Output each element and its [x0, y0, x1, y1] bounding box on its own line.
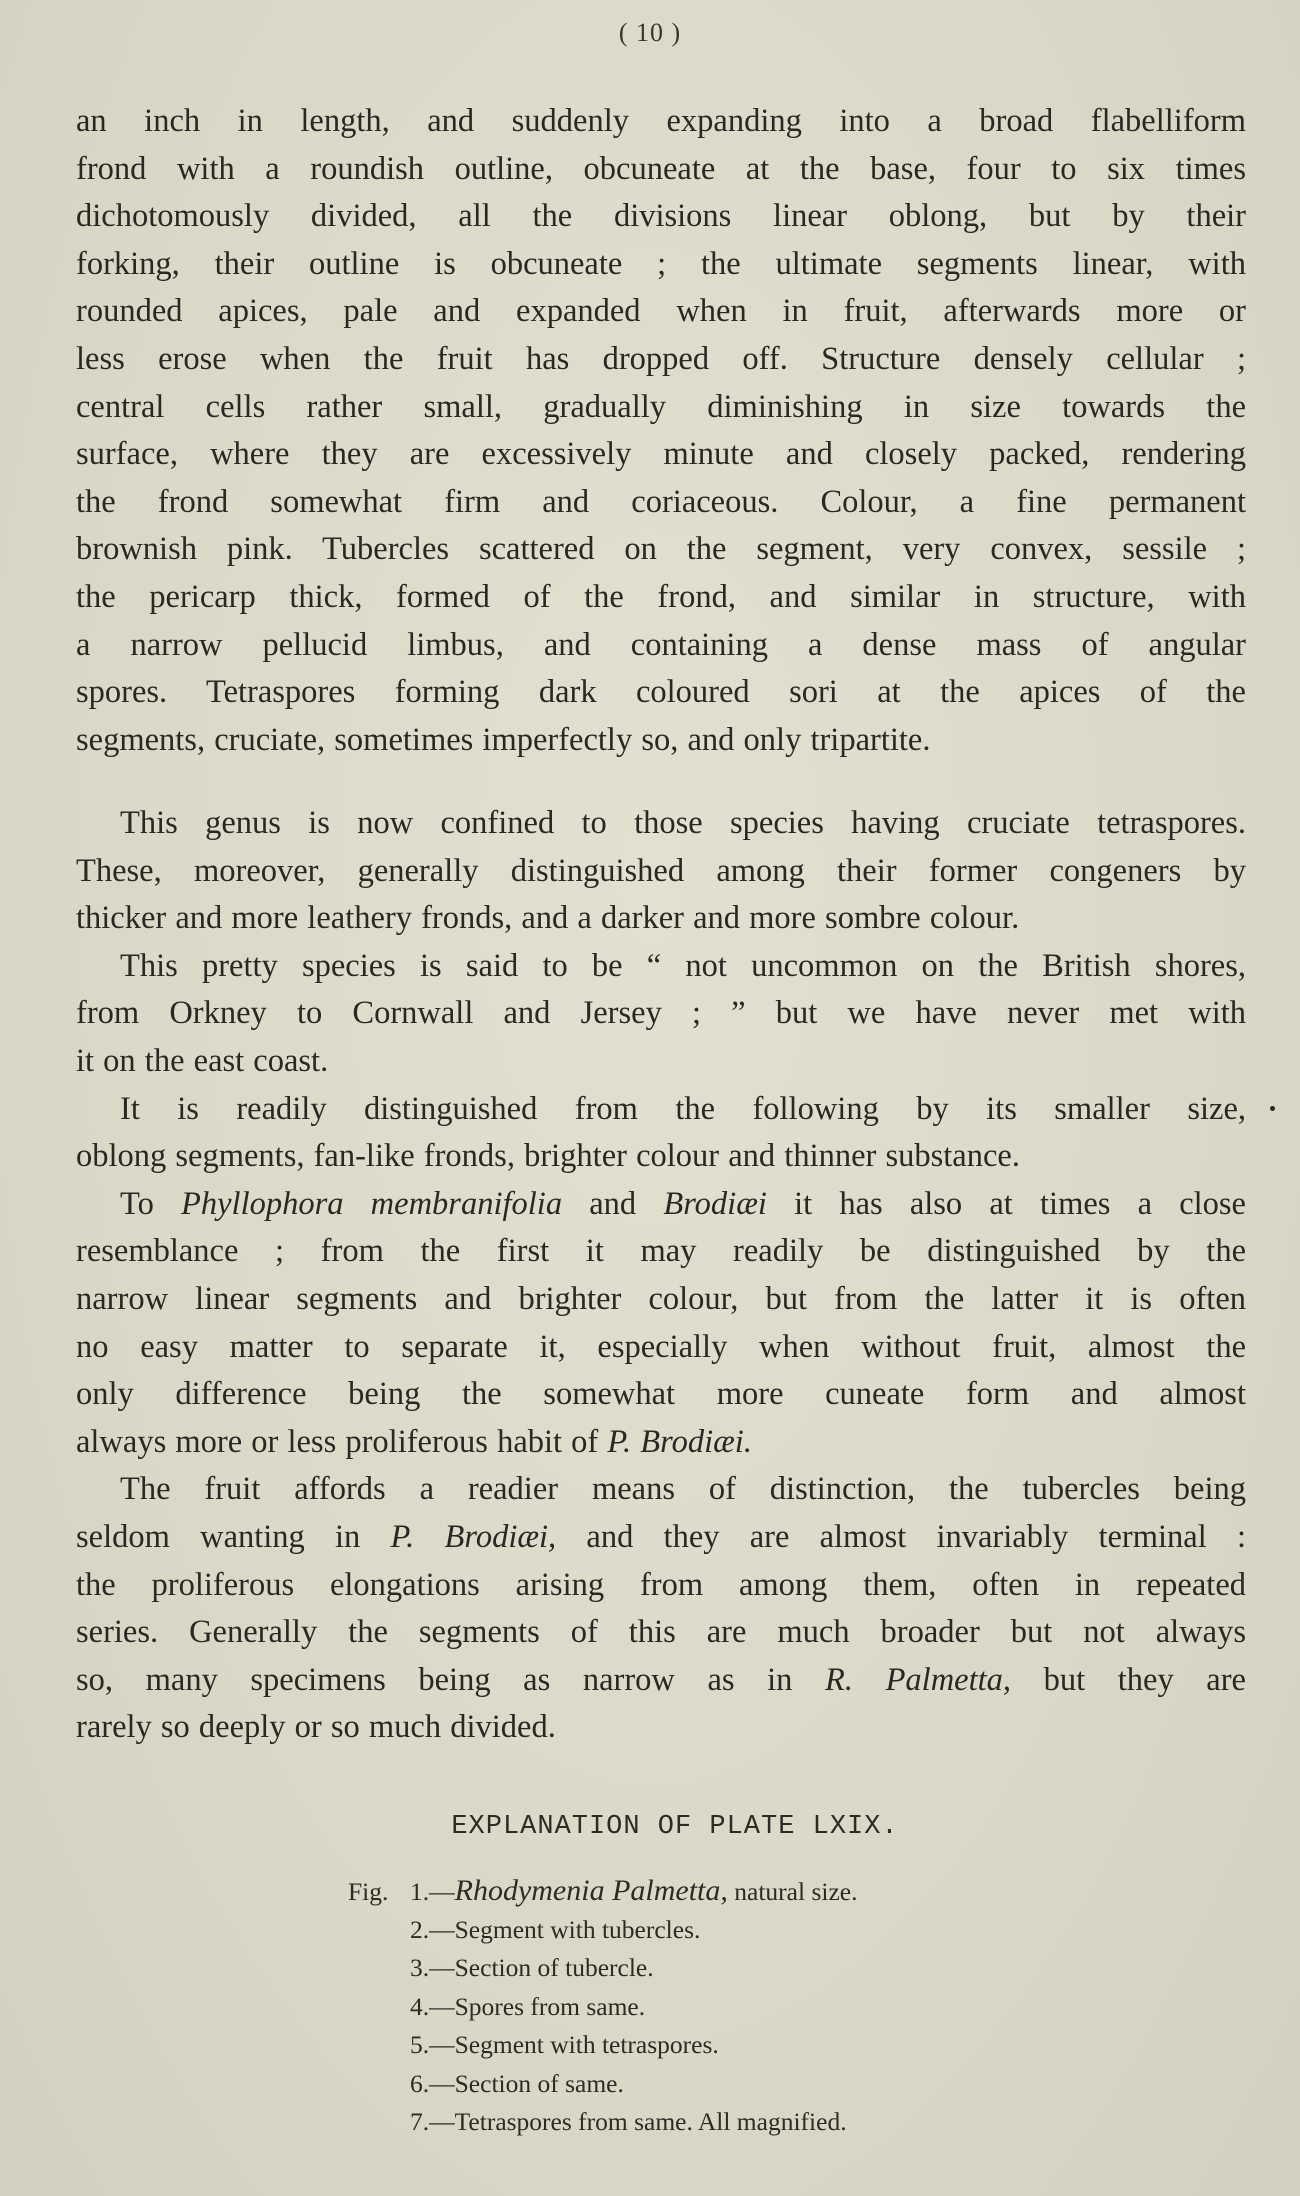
page-number: ( 10 )	[618, 18, 682, 47]
text-line: This genus is now confined to those species having cruciate tetraspores.	[120, 805, 1246, 841]
text-line: the frond somewhat firm and coriaceous. Colour, a fine permanent	[76, 483, 1246, 520]
text-line: a narrow pellucid limbus, and containing a dense mass of angular	[76, 626, 1246, 663]
text-line: It is readily distinguished from the following by its smaller size,	[120, 1090, 1246, 1127]
species-name: Brodiæi	[663, 1185, 767, 1222]
text-line: an inch in length, and suddenly expanding into a broad flabelliform	[76, 103, 1246, 139]
text-line: rarely so deeply or so much divided.	[76, 1709, 556, 1746]
figure-caption: 3.—Section of tubercle.	[410, 1953, 654, 1982]
text-line: The fruit affords a readier means of distinction, the tubercles being	[120, 1471, 1246, 1508]
text-line	[76, 1419, 1246, 1467]
text-line	[76, 1514, 1246, 1562]
species-name: Phyllophora membranifolia	[181, 1185, 563, 1222]
text-line: series. Generally the segments of this are much broader but not always	[76, 1614, 1246, 1651]
figure-list	[348, 1872, 857, 2142]
figure-caption: 2.—Segment with tubercles.	[410, 1914, 701, 1944]
plate-explanation-title: EXPLANATION OF PLATE LXIX.	[451, 1812, 899, 1842]
text-line	[76, 1657, 1246, 1705]
text-line: central cells rather small, gradually diminishing in size towards the	[76, 388, 1246, 425]
text-line	[76, 1181, 1246, 1229]
text-line: resemblance ; from the first it may readily be distinguished by the	[76, 1233, 1246, 1270]
text-line: These, moreover, generally distinguished among their former congeners by	[76, 852, 1246, 889]
species-name: Rhodymenia Palmetta,	[454, 1874, 728, 1907]
text-line: brownish pink. Tubercles scattered on the segment, very convex, sessile ;	[76, 531, 1246, 568]
text-span: To	[120, 1185, 182, 1222]
text-span: and	[562, 1185, 664, 1222]
text-line: segments, cruciate, sometimes imperfectly so, and only tripartite.	[76, 721, 931, 758]
text-line: rounded apices, pale and expanded when in fruit, afterwards more or	[76, 293, 1246, 330]
text-line: dichotomously divided, all the divisions linear oblong, but by their	[76, 198, 1246, 235]
text-line: less erose when the fruit has dropped off. Structure densely cellular ;	[76, 340, 1246, 377]
text-line: oblong segments, fan-like fronds, brighter colour and thinner substance.	[76, 1138, 1020, 1175]
text-line: only difference being the somewhat more cuneate form and almost	[76, 1376, 1246, 1413]
figure-caption: 6.—Section of same.	[410, 2068, 624, 2098]
text-span: so, many specimens being as narrow as in	[76, 1661, 826, 1698]
fig-label: Fig.	[348, 1877, 389, 1906]
text-line: frond with a roundish outline, obcuneate at the base, four to six times	[76, 150, 1246, 187]
figure-caption: 4.—Spores from same.	[410, 1991, 646, 2021]
figure-caption: 7.—Tetraspores from same. All magnified.	[410, 2107, 847, 2136]
text-span: it has also at times a close	[766, 1185, 1246, 1222]
ink-speck	[1270, 1106, 1275, 1111]
text-line: This pretty species is said to be “ not uncommon on the British shores,	[120, 947, 1246, 984]
fig-description: natural size.	[727, 1877, 858, 1906]
text-line: the pericarp thick, formed of the frond, and similar in structure, with	[76, 578, 1246, 615]
species-name: P. Brodiæi,	[390, 1518, 557, 1555]
text-line: forking, their outline is obcuneate ; the ultimate segments linear, with	[76, 245, 1246, 282]
text-line: no easy matter to separate it, especially when without fruit, almost the	[76, 1328, 1246, 1365]
text-span: but they are	[1011, 1661, 1246, 1698]
description-paragraph	[76, 98, 1246, 764]
remarks-section	[76, 800, 1246, 1752]
figure-caption: 5.—Segment with tetraspores.	[410, 2030, 719, 2059]
text-line: narrow linear segments and brighter colour, but from the latter it is often	[76, 1280, 1246, 1317]
figure-caption	[348, 1872, 857, 1911]
text-line: from Orkney to Cornwall and Jersey ; ” but we have never met with	[76, 995, 1246, 1032]
text-span: seldom wanting in	[76, 1518, 391, 1555]
text-line: it on the east coast.	[76, 1042, 329, 1079]
text-span: and they are almost invariably terminal :	[556, 1518, 1246, 1555]
fig-number: 1.—	[410, 1877, 455, 1906]
text-line: spores. Tetraspores forming dark coloured sori at the apices of the	[76, 674, 1246, 711]
text-line: the proliferous elongations arising from among them, often in repeated	[76, 1566, 1246, 1603]
text-line: surface, where they are excessively minute and closely packed, rendering	[76, 436, 1246, 473]
species-name: R. Palmetta,	[825, 1661, 1012, 1698]
text-line: thicker and more leathery fronds, and a darker and more sombre colour.	[76, 900, 1020, 937]
text-span: always more or less proliferous habit of	[76, 1423, 608, 1460]
species-name: P. Brodiæi.	[607, 1423, 752, 1460]
